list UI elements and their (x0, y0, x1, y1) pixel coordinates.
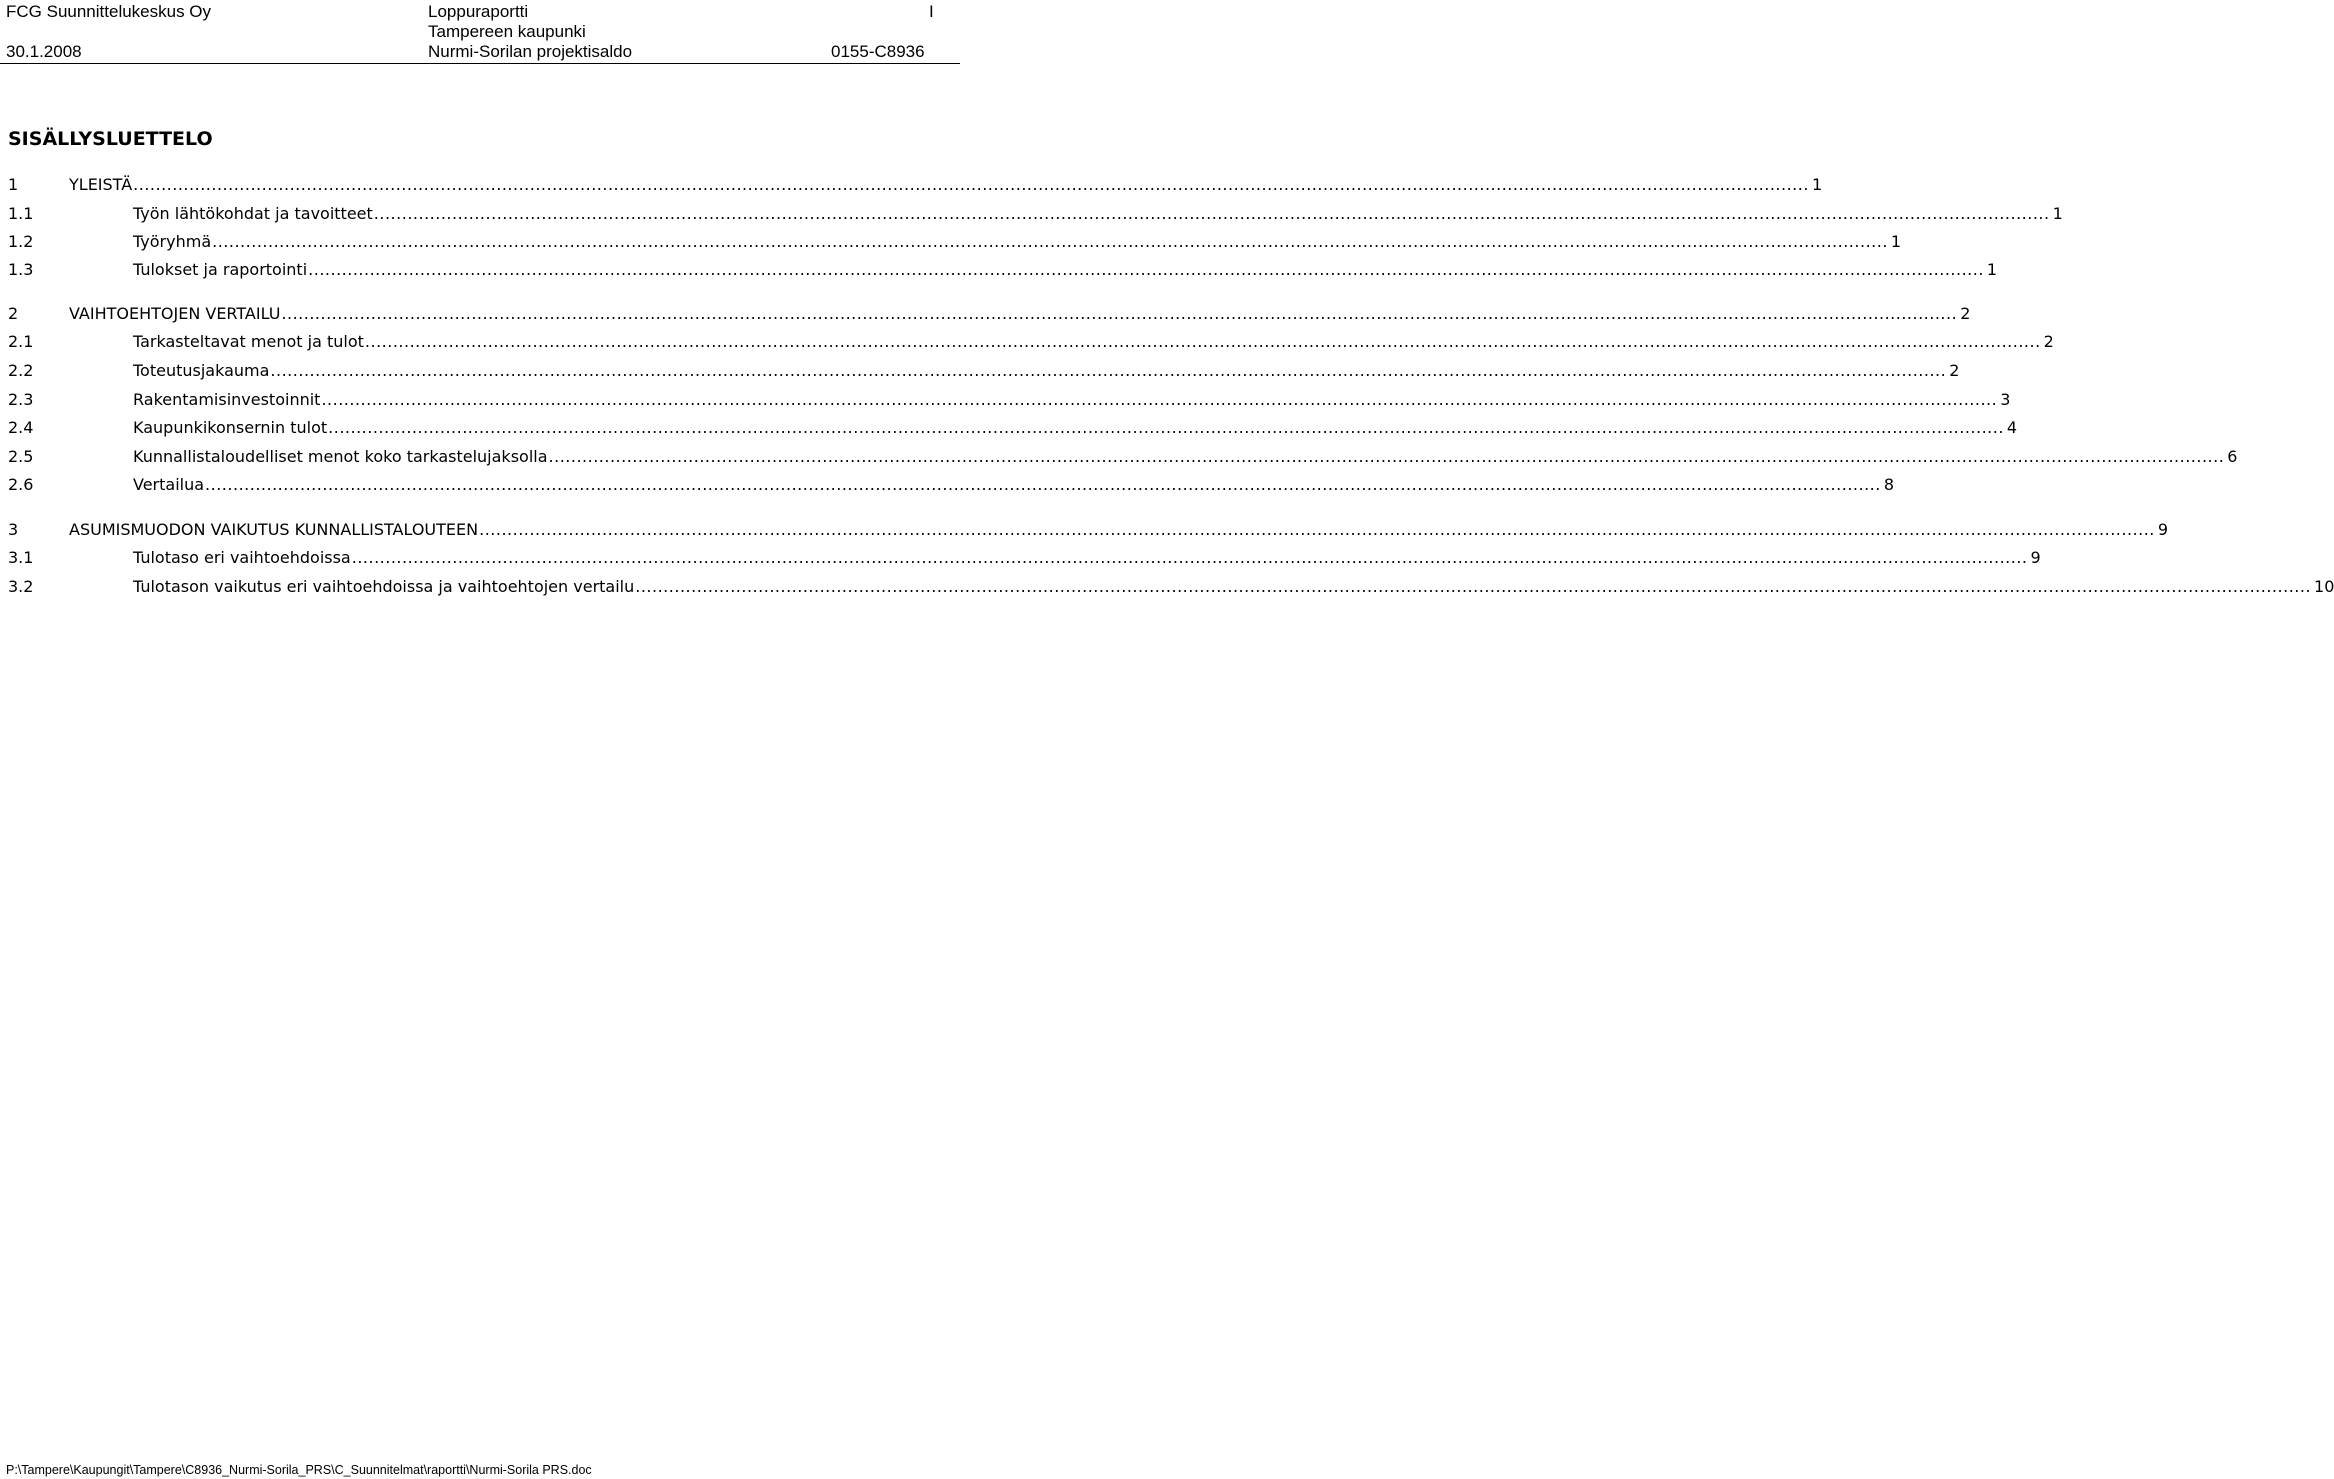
toc-entry-number: 2.2 (8, 361, 34, 380)
toc-entry-page: 8 (1883, 475, 1895, 494)
toc-entry-number: 3 (8, 520, 19, 539)
toc-entry-number: 3.1 (8, 548, 34, 567)
toc-entry-label: VAIHTOEHTOJEN VERTAILU (69, 304, 281, 323)
toc-entry-page: 2 (1960, 304, 1971, 323)
toc-entry-page: 1 (1890, 232, 1902, 251)
toc-entry-leader: ............................................................................................................................................................................................................................................................................................................ (548, 447, 2225, 466)
toc-entry-page: 6 (2227, 447, 2238, 466)
toc-entry-leader: ............................................................................................................................................................................................................................................................................................................ (328, 418, 2004, 437)
toc-entry-leader: ............................................................................................................................................................................................................................................................................................................ (373, 204, 2050, 223)
toc-entry-label: Työryhmä (133, 232, 212, 251)
header-project-code: 0155-C8936 (831, 42, 925, 61)
toc-entry-leader: ............................................................................................................................................................................................................................................................................................................ (212, 232, 1888, 251)
toc-entry-number: 1.1 (8, 204, 34, 223)
toc-entry[interactable] (0, 258, 1998, 282)
toc-entry-page: 3 (2000, 390, 2011, 409)
toc-entry-page: 1 (1986, 260, 1998, 279)
toc-entry-number: 2.6 (8, 475, 34, 494)
toc-entry-leader: ............................................................................................................................................................................................................................................................................................................ (308, 260, 1984, 279)
toc-entry-label: Toteutusjakauma (133, 361, 270, 380)
toc-entry-number: 2.4 (8, 418, 34, 437)
toc-entry-page: 9 (2030, 548, 2041, 567)
toc-entry[interactable] (0, 302, 1971, 326)
toc-entry-number: 2 (8, 304, 19, 323)
toc-entry-number: 3.2 (8, 577, 34, 596)
footer-file-path: P:\Tampere\Kaupungit\Tampere\C8936_Nurmi-Sorila_PRS\C_Suunnitelmat\raportti\Nurmi-Sorila PRS.doc (6, 1463, 592, 1477)
toc-entry-label: Tulokset ja raportointi (133, 260, 308, 279)
toc-entry-label: Rakentamisinvestoinnit (133, 390, 321, 409)
header-report-type: Loppuraportti (428, 2, 529, 21)
header-client: Tampereen kaupunki (428, 22, 586, 41)
toc-entry[interactable] (0, 173, 1823, 197)
toc-entry-number: 2.3 (8, 390, 34, 409)
toc-entry-number: 2.1 (8, 332, 34, 351)
toc-entry-leader: ............................................................................................................................................................................................................................................................................................................ (205, 475, 1881, 494)
toc-entry-number: 2.5 (8, 447, 34, 466)
toc-entry-page: 1 (2052, 204, 2063, 223)
toc-entry[interactable] (0, 416, 2018, 440)
header-page-number: I (929, 2, 934, 21)
toc-entry-leader: ............................................................................................................................................................................................................................................................................................................ (364, 332, 2041, 351)
toc-entry-label: Vertailua (133, 475, 205, 494)
toc-entry-leader: ............................................................................................................................................................................................................................................................................................................ (321, 390, 1998, 409)
toc-entry-leader: ............................................................................................................................................................................................................................................................................................................ (133, 175, 1809, 194)
header-company: FCG Suunnittelukeskus Oy (6, 2, 212, 21)
toc-entry-leader: ............................................................................................................................................................................................................................................................................................................ (635, 577, 2312, 596)
toc-entry-leader: ............................................................................................................................................................................................................................................................................................................ (281, 304, 1958, 323)
toc-entry-leader: ............................................................................................................................................................................................................................................................................................................ (270, 361, 1947, 380)
toc-entry[interactable] (0, 518, 2169, 542)
toc-entry-page: 10 (2314, 577, 2334, 596)
toc-entry-page: 4 (2006, 418, 2018, 437)
header-project: Nurmi-Sorilan projektisaldo (428, 42, 633, 61)
toc-entry-label: YLEISTÄ (69, 175, 133, 194)
page-title: SISÄLLYSLUETTELO (8, 128, 213, 150)
toc-entry[interactable] (0, 473, 1895, 497)
toc-entry[interactable] (0, 202, 2063, 226)
toc-entry[interactable] (0, 388, 2011, 412)
toc-entry-number: 1.2 (8, 232, 34, 251)
toc-entry-number: 1.3 (8, 260, 34, 279)
header-date: 30.1.2008 (6, 42, 82, 61)
header-divider (0, 63, 960, 64)
toc-entry-label: Tarkasteltavat menot ja tulot (133, 332, 364, 351)
toc-entry-leader: ............................................................................................................................................................................................................................................................................................................ (479, 520, 2155, 539)
toc-entry-label: Kunnallistaloudelliset menot koko tarkastelujaksolla (133, 447, 548, 466)
toc-entry[interactable] (0, 359, 1960, 383)
toc-entry[interactable] (0, 546, 2041, 570)
toc-entry-label: ASUMISMUODON VAIKUTUS KUNNALLISTALOUTEEN (69, 520, 479, 539)
toc-entry[interactable] (0, 445, 2238, 469)
toc-entry-label: Tulotaso eri vaihtoehdoissa (133, 548, 351, 567)
toc-entry-label: Tulotason vaikutus eri vaihtoehdoissa ja vaihtoehtojen vertailu (133, 577, 635, 596)
toc-entry-leader: ............................................................................................................................................................................................................................................................................................................ (351, 548, 2028, 567)
toc-entry-label: Kaupunkikonsernin tulot (133, 418, 328, 437)
toc-entry-page: 2 (1949, 361, 1960, 380)
toc-entry-page: 9 (2157, 520, 2169, 539)
toc-entry-page: 2 (2043, 332, 2054, 351)
toc-entry[interactable] (0, 230, 1902, 254)
toc-entry-label: Työn lähtökohdat ja tavoitteet (133, 204, 373, 223)
toc-entry[interactable] (0, 575, 2334, 599)
toc-entry-page: 1 (1811, 175, 1823, 194)
toc-entry-number: 1 (8, 175, 19, 194)
toc-entry[interactable] (0, 330, 2054, 354)
